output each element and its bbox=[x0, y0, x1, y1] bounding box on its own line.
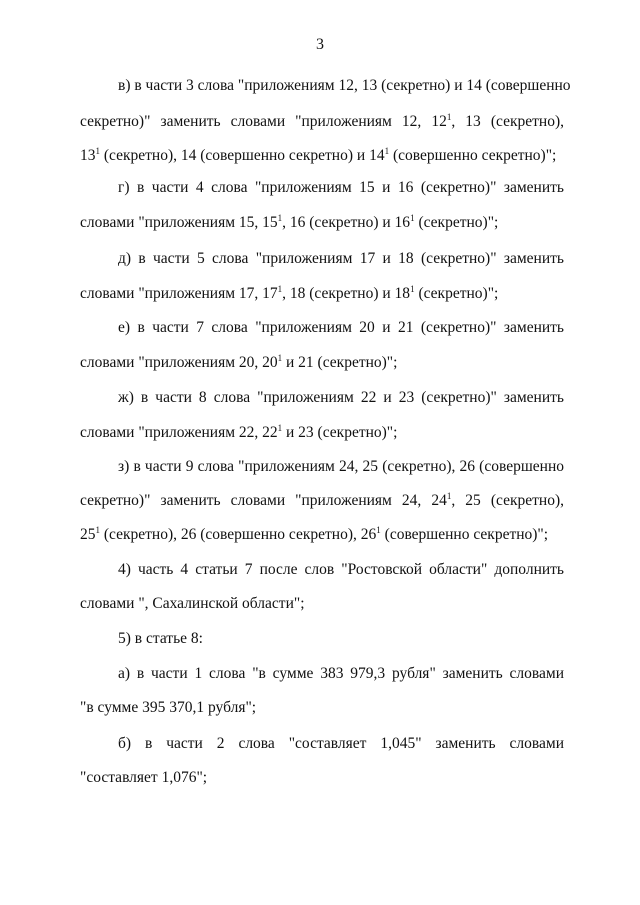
item-z-line-2: секретно)" заменить словами "приложениям 24, $24^1$, 25 (секретно), bbox=[80, 491, 564, 509]
item-d-line-1: д) в части 5 слова "приложениям 17 и 18 (секретно)" заменить bbox=[118, 250, 564, 267]
item-zh-line-2: словами "приложениям 22, $22^1$ и 23 (секретно)"; bbox=[80, 423, 398, 441]
item-e-line-1: е) в части 7 слова "приложениям 20 и 21 (секретно)" заменить bbox=[118, 319, 564, 336]
item-z-line-1: з) в части 9 слова "приложениям 24, 25 (секретно), 26 (совершенно bbox=[118, 458, 564, 475]
item-v-line-3: $13^1$ (секретно), 14 (совершенно секретно) и $14^1$ (совершенно секретно)"; bbox=[80, 146, 557, 164]
item-v-line-2: секретно)" заменить словами "приложениям 12, $12^1$, 13 (секретно), bbox=[80, 112, 564, 130]
item-zh-line-1: ж) в части 8 слова "приложениям 22 и 23 (секретно)" заменить bbox=[118, 389, 564, 406]
item-d-line-2: словами "приложениям 17, $17^1$, 18 (секретно) и $18^1$ (секретно)"; bbox=[80, 284, 499, 302]
item-b-line-2: "составляет 1,076"; bbox=[80, 769, 208, 786]
item-a-line-2: "в сумме 395 370,1 рубля"; bbox=[80, 699, 257, 716]
point-4-line-2: словами ", Сахалинской области"; bbox=[80, 595, 305, 612]
item-a-line-1: а) в части 1 слова "в сумме 383 979,3 рубля" заменить словами bbox=[118, 665, 564, 682]
item-z-line-3: $25^1$ (секретно), 26 (совершенно секретно), $26^1$ (совершенно секретно)"; bbox=[80, 525, 549, 543]
item-g-line-1: г) в части 4 слова "приложениям 15 и 16 (секретно)" заменить bbox=[118, 179, 564, 196]
item-g-line-2: словами "приложениям 15, $15^1$, 16 (секретно) и $16^1$ (секретно)"; bbox=[80, 213, 499, 231]
item-b-line-1: б) в части 2 слова "составляет 1,045" заменить словами bbox=[118, 735, 564, 752]
item-e-line-2: словами "приложениям 20, $20^1$ и 21 (секретно)"; bbox=[80, 353, 398, 371]
item-v-line-1: в) в части 3 слова "приложениям 12, 13 (секретно) и 14 (совершенно bbox=[118, 77, 571, 94]
point-5-heading: 5) в статье 8: bbox=[118, 630, 203, 647]
page-number: 3 bbox=[316, 36, 324, 53]
point-4-line-1: 4) часть 4 статьи 7 после слов "Ростовской области" дополнить bbox=[118, 561, 564, 578]
